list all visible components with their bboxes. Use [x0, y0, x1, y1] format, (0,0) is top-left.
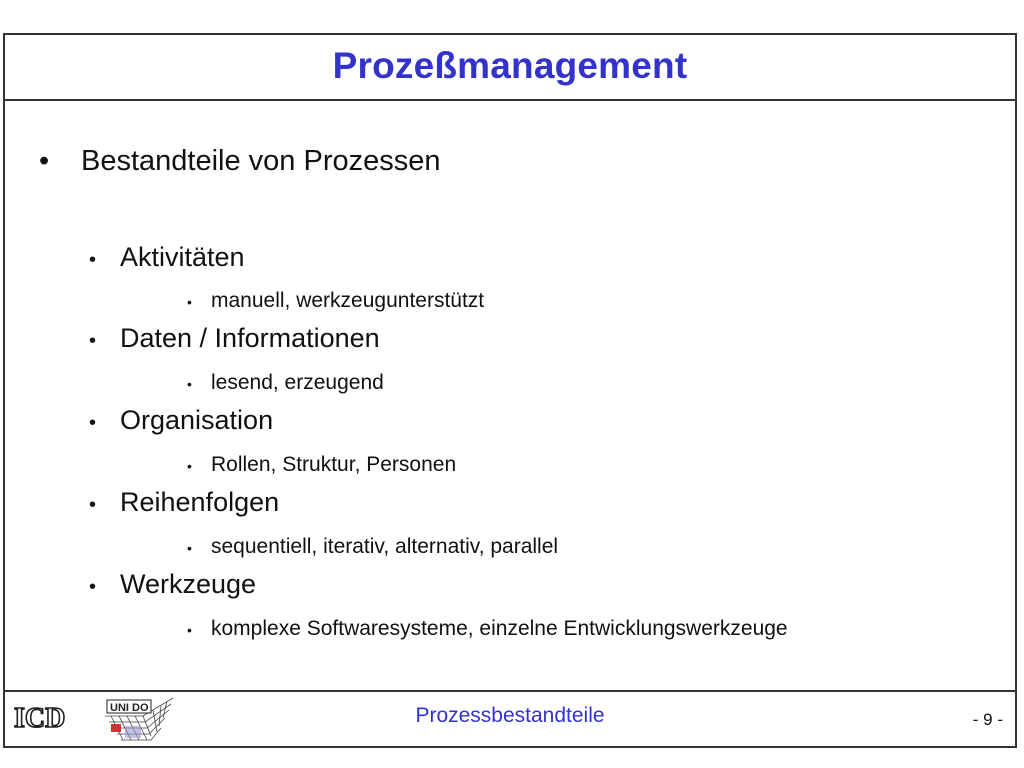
slide-title: Prozeßmanagement: [332, 45, 688, 86]
bullet-level3: [187, 289, 484, 313]
bullet-level1: [5, 145, 441, 178]
bullet-level2: [89, 405, 273, 436]
title-bar: [5, 35, 1015, 101]
bullet-text: Reihenfolgen: [120, 487, 280, 517]
bullet-dot: •: [187, 622, 192, 638]
bullet-text: lesend, erzeugend: [211, 371, 384, 394]
footer-title: Prozessbestandteile: [415, 704, 605, 727]
bullet-dot: •: [187, 376, 192, 392]
bullet-text: Aktivitäten: [120, 242, 245, 272]
bullet-level2: [89, 242, 245, 273]
bullet-level2: [89, 323, 380, 354]
bullet-text: Organisation: [120, 405, 274, 435]
bullet-dot: •: [187, 540, 192, 556]
bullet-level3: [187, 453, 456, 477]
bullet-text: Werkzeuge: [120, 569, 257, 599]
bullet-level2: [89, 569, 256, 600]
bullet-dot: •: [89, 330, 97, 352]
unido-logo-text: UNI DO: [110, 702, 149, 714]
bullet-level3: [187, 617, 788, 641]
bullet-level3: [187, 371, 384, 395]
page-number: - 9 -: [972, 710, 1003, 729]
bullet-dot: •: [89, 576, 97, 598]
bullet-text: Bestandteile von Prozessen: [81, 145, 441, 177]
bullet-text: sequentiell, iterativ, alternativ, parallel: [211, 535, 559, 558]
bullet-dot: •: [187, 458, 192, 474]
bullet-text: manuell, werkzeugunterstützt: [211, 289, 485, 312]
bullet-text: Rollen, Struktur, Personen: [211, 453, 457, 476]
bullet-dot: •: [89, 249, 97, 271]
bullet-level3: [187, 535, 558, 559]
bullet-text: Daten / Informationen: [120, 323, 380, 353]
bullet-dot: •: [89, 412, 97, 434]
bullet-dot: •: [89, 494, 97, 516]
slide: [3, 33, 1017, 748]
bullet-dot: •: [187, 294, 192, 310]
icd-logo-text: ICD: [14, 703, 66, 732]
slide-footer: [5, 690, 1015, 746]
bullet-level2: [89, 487, 279, 518]
bullet-dot: •: [39, 145, 50, 177]
bullet-text: komplexe Softwaresysteme, einzelne Entwicklungswerkzeuge: [211, 617, 788, 640]
